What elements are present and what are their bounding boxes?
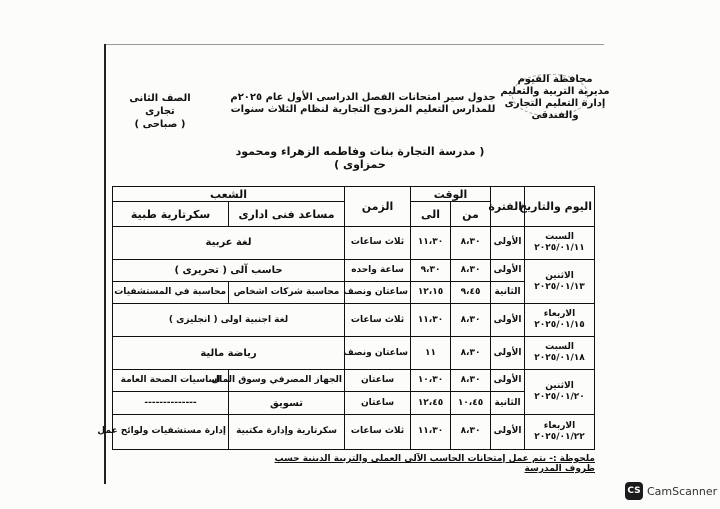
table-row bbox=[113, 337, 595, 370]
period-cell: الثانية bbox=[491, 392, 525, 414]
title-line: للمدارس التعليم المزدوج التجارية لنظام الثلاث سنوات bbox=[230, 104, 496, 115]
table-row bbox=[113, 282, 595, 304]
from-cell: ٨،٣٠ bbox=[451, 337, 491, 370]
day-label: الاثنين bbox=[545, 380, 574, 391]
period-cell: الأولى bbox=[491, 414, 525, 449]
medical-subject-cell: اساسيات الصحة العامة bbox=[113, 370, 229, 392]
admin-subject-cell: محاسبة شركات اشخاص bbox=[229, 282, 345, 304]
footnote: ملحوظة :- يتم عمل إمتحانات الحاسب الآلى العملى والتربية الدينية حسب ظروف المدرسة bbox=[274, 454, 595, 474]
header-period: الفترة bbox=[491, 187, 525, 227]
date-label: ٢٠٢٥/٠١/٢٠ bbox=[534, 391, 585, 402]
table-row bbox=[113, 392, 595, 414]
header-duration: الزمن bbox=[345, 187, 411, 227]
header-from: من bbox=[451, 202, 491, 226]
day-label: الاثنين bbox=[545, 270, 574, 281]
table-row bbox=[113, 226, 595, 259]
medical-subject-cell: محاسبة في المستشفيات bbox=[113, 282, 229, 304]
authority-line: مديرية التربية والتعليم bbox=[500, 86, 610, 97]
to-cell: ١٢،٤٥ bbox=[411, 392, 451, 414]
camscanner-text: CamScanner bbox=[647, 484, 718, 498]
period-cell: الأولى bbox=[491, 226, 525, 259]
day-date-cell bbox=[525, 370, 595, 414]
date-label: ٢٠٢٥/٠١/١١ bbox=[534, 242, 585, 253]
period-cell: الثانية bbox=[491, 282, 525, 304]
day-label: الاربعاء bbox=[543, 420, 576, 431]
header-divisions: الشعب bbox=[113, 187, 345, 202]
duration-cell: ساعتان ونصف bbox=[345, 282, 411, 304]
header-day-date: اليوم والتاريخ bbox=[525, 187, 595, 227]
date-label: ٢٠٢٥/٠١/١٥ bbox=[534, 320, 585, 331]
date-label: ٢٠٢٥/٠١/١٨ bbox=[534, 353, 585, 364]
from-cell: ٨،٣٠ bbox=[451, 370, 491, 392]
authority-header bbox=[500, 74, 610, 122]
table-row bbox=[113, 414, 595, 449]
day-date-cell bbox=[525, 226, 595, 259]
subject-cell: لغة عربية bbox=[113, 226, 345, 259]
header-to: الى bbox=[411, 202, 451, 226]
grade-line: تجارى bbox=[145, 106, 175, 117]
table-row bbox=[113, 304, 595, 337]
frame-left-line bbox=[104, 44, 106, 484]
exam-title bbox=[228, 92, 498, 116]
header-div-medical: سكرتارية طبية bbox=[113, 202, 229, 226]
day-label: الاربعاء bbox=[543, 309, 576, 320]
camscanner-watermark bbox=[625, 482, 717, 500]
period-cell: الأولى bbox=[491, 337, 525, 370]
to-cell: ٩،٣٠ bbox=[411, 259, 451, 281]
day-label: السبت bbox=[545, 231, 574, 242]
day-date-cell bbox=[525, 259, 595, 303]
to-cell: ١٠،٣٠ bbox=[411, 370, 451, 392]
date-label: ٢٠٢٥/٠١/٢٢ bbox=[534, 431, 585, 442]
from-cell: ٨،٣٠ bbox=[451, 304, 491, 337]
duration-cell: ساعتان bbox=[345, 392, 411, 414]
to-cell: ١١ bbox=[411, 337, 451, 370]
duration-cell: ثلاث ساعات bbox=[345, 226, 411, 259]
to-cell: ١١،٣٠ bbox=[411, 414, 451, 449]
grade-line: ( صباحى ) bbox=[134, 119, 186, 130]
duration-cell: ساعتان bbox=[345, 370, 411, 392]
period-cell: الأولى bbox=[491, 304, 525, 337]
table-row bbox=[113, 370, 595, 392]
from-cell: ٩،٤٥ bbox=[451, 282, 491, 304]
to-cell: ١١،٣٠ bbox=[411, 226, 451, 259]
from-cell: ٨،٣٠ bbox=[451, 414, 491, 449]
grade-line: الصف الثانى bbox=[129, 93, 191, 104]
authority-line: إدارة التعليم التجارى والفندقى bbox=[504, 98, 606, 121]
medical-subject-cell: -------------- bbox=[113, 392, 229, 414]
period-cell: الأولى bbox=[491, 370, 525, 392]
from-cell: ١٠،٤٥ bbox=[451, 392, 491, 414]
subject-cell: لغة اجنبية اولى ( انجليزى ) bbox=[113, 304, 345, 337]
to-cell: ١٢،١٥ bbox=[411, 282, 451, 304]
duration-cell: ساعة واحده bbox=[345, 259, 411, 281]
admin-subject-cell: سكرتارية وإدارة مكتبية bbox=[229, 414, 345, 449]
from-cell: ٨،٣٠ bbox=[451, 226, 491, 259]
header-div-admin: مساعد فنى ادارى bbox=[229, 202, 345, 226]
table-row bbox=[113, 259, 595, 281]
subject-cell: حاسب آلى ( تحريرى ) bbox=[113, 259, 345, 281]
day-label: السبت bbox=[545, 342, 574, 353]
subject-cell: رياضة مالية bbox=[113, 337, 345, 370]
duration-cell: ثلاث ساعات bbox=[345, 304, 411, 337]
school-name: ( مدرسة التجارة بنات وفاطمه الزهراء ومحمود حمزاوى ) bbox=[235, 145, 485, 171]
exam-schedule-table bbox=[97, 186, 595, 450]
authority-line: محافظة الفيوم bbox=[517, 74, 593, 85]
day-date-cell bbox=[525, 337, 595, 370]
duration-cell: ثلاث ساعات bbox=[345, 414, 411, 449]
admin-subject-cell: تسويق bbox=[229, 392, 345, 414]
date-label: ٢٠٢٥/٠١/١٣ bbox=[534, 281, 585, 292]
frame-top-line bbox=[104, 44, 604, 45]
duration-cell: ساعتان ونصف bbox=[345, 337, 411, 370]
day-date-cell bbox=[525, 414, 595, 449]
header-time: الوقت bbox=[411, 187, 491, 202]
period-cell: الأولى bbox=[491, 259, 525, 281]
admin-subject-cell: الجهاز المصرفي وسوق المال bbox=[229, 370, 345, 392]
day-date-cell bbox=[525, 304, 595, 337]
to-cell: ١١،٣٠ bbox=[411, 304, 451, 337]
from-cell: ٨،٣٠ bbox=[451, 259, 491, 281]
camscanner-logo-icon: CS bbox=[625, 482, 643, 500]
medical-subject-cell: إدارة مستشفيات ولوائح عمل bbox=[113, 414, 229, 449]
title-line: جدول سير امتحانات الفصل الدراسى الأول عام ٢٠٢٥م bbox=[230, 92, 496, 103]
grade-header bbox=[110, 92, 210, 131]
